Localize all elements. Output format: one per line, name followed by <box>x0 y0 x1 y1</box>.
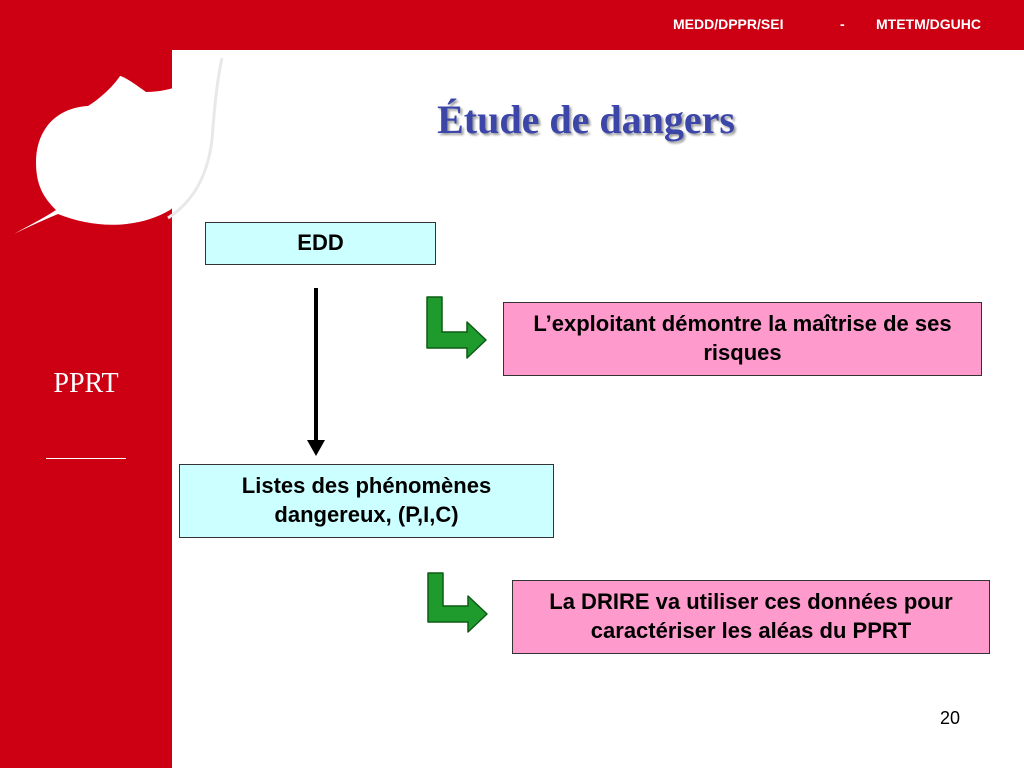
edd-box-label: EDD <box>297 230 344 256</box>
down-arrow-icon <box>307 288 325 456</box>
header-left-label: MEDD/DPPR/SEI <box>673 16 784 32</box>
sidebar-label: PPRT <box>53 368 119 399</box>
sidebar-divider <box>46 458 126 459</box>
listes-box <box>179 464 554 538</box>
page-title: Étude de dangers <box>437 97 735 142</box>
exploitant-box-label: L’exploitant démontre la maîtrise de ses risques <box>533 311 952 365</box>
bent-arrow-icon-1 <box>427 297 486 358</box>
header-right-label: MTETM/DGUHC <box>876 16 981 32</box>
page-number: 20 <box>939 708 961 728</box>
drire-box <box>512 580 990 654</box>
listes-box-label: Listes des phénomènes dangereux, (P,I,C) <box>241 473 492 527</box>
bent-arrow-icon-2 <box>428 573 487 632</box>
leaf-icon <box>0 50 235 250</box>
header-separator: - <box>840 16 845 32</box>
edd-box <box>205 222 436 265</box>
exploitant-box <box>503 302 982 376</box>
drire-box-label: La DRIRE va utiliser ces données pour caractériser les aléas du PPRT <box>549 589 953 643</box>
